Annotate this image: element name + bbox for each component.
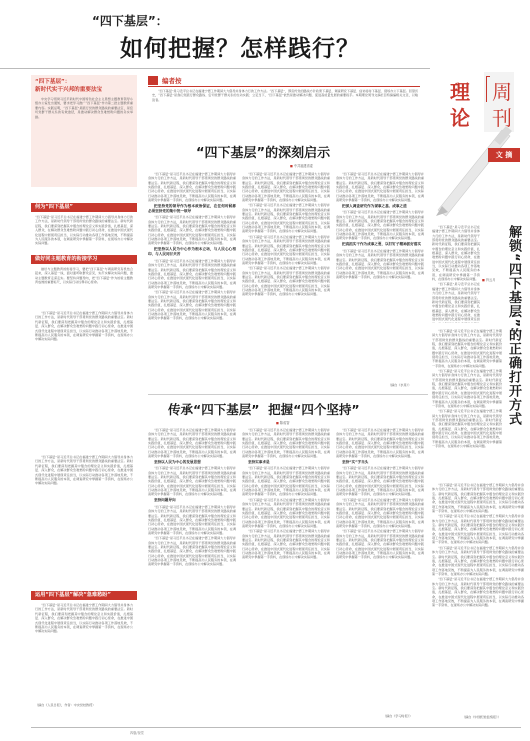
sidebar-top-box (31, 75, 137, 187)
editor-note-label: 编者按 (162, 77, 182, 85)
sidebar-bar-1: 何为“四下基层” (31, 203, 137, 212)
article-1-para: “四下基层”是习近平总书记在福建宁德工作期间大力倡导并身体力行的工作方法，是新时代领导干部贯彻党的群众路线的重要法宝。新时代新征程，我们要深刻把握其中蕴含的理论意义和实践价值，扎根基层、深入群众，在解决群众急难愁盼问题中践行初心使命，在推进中国式现代化进程中展现责任担当，以实际行动推动各项工作落地见效，不断提高为人民服务的本领，在调查研究中掌握第一手资料，在现场办公中解决实际问题。 (336, 248, 424, 279)
article-1-col-1 (148, 172, 236, 387)
sidebar-text-2b: “四下基层”是习近平总书记在福建宁德工作期间大力倡导并身体力行的工作方法，是新时代领导干部贯彻党的群众路线的重要法宝。新时代新征程，我们要深刻把握其中蕴含的理论意义和实践价值，扎根基层、深入群众，在解决群众急难愁盼问题中践行初心使命，在推进中国式现代化进程中展现责任担当，以实际行动推动各项工作落地见效，不断提高为人民服务的本领，在调查研究中掌握第一手资料，在现场办公中解决实际问题。 (35, 311, 133, 342)
article-1-col-2 (242, 172, 330, 387)
sidebar-source: （摘自《人民日报》，作者：中央党校教授） (35, 703, 96, 707)
article-1-para: “四下基层”是习近平总书记在福建宁德工作期间大力倡导并身体力行的工作方法，是新时代领导干部贯彻党的群众路线的重要法宝。新时代新征程，我们要深刻把握其中蕴含的理论意义和实践价值，扎根基层、深入群众，在解决群众急难愁盼问题中践行初心使命，在推进中国式现代化进程中展现责任担当，以实际行动推动各项工作落地见效，不断提高为人民服务的本领，在调查研究中掌握第一手资料，在现场办公中解决实际问题。 (242, 266, 330, 297)
article-1-para: “四下基层”是习近平总书记在福建宁德工作期间大力倡导并身体力行的工作方法，是新时代领导干部贯彻党的群众路线的重要法宝。新时代新征程，我们要深刻把握其中蕴含的理论意义和实践价值，扎根基层、深入群众，在解决群众急难愁盼问题中践行初心使命，在推进中国式现代化进程中展现责任担当，以实际行动推动各项工作落地见效，不断提高为人民服务的本领，在调查研究中掌握第一手资料，在现场办公中解决实际问题。 (148, 258, 236, 289)
article-2-para: “四下基层”是习近平总书记在福建宁德工作期间大力倡导并身体力行的工作方法，是新时代领导干部贯彻党的群众路线的重要法宝。新时代新征程，我们要深刻把握其中蕴含的理论意义和实践价值，扎根基层、深入群众，在解决群众急难愁盼问题中践行初心使命，在推进中国式现代化进程中展现责任担当，以实际行动推动各项工作落地见效，不断提高为人民服务的本领，在调查研究中掌握第一手资料，在现场办公中解决实际问题。 (336, 428, 424, 459)
page-header (0, 0, 530, 76)
article-2-subhead-1: 坚持以人民为中心的发展思想 (154, 459, 201, 464)
masthead-char-zhou: 周 (492, 80, 512, 104)
right-column-byline: ■ 肖云月 (482, 277, 495, 282)
section-divider (148, 394, 428, 395)
article-2-title: 传承“四下基层” 把握“四个坚持” (168, 402, 360, 417)
right-column-headline: 解锁“四下基层”的正确打开方式 (506, 225, 521, 427)
article-1-para: “四下基层”是习近平总书记在福建宁德工作期间大力倡导并身体力行的工作方法，是新时代领导干部贯彻党的群众路线的重要法宝。新时代新征程，我们要深刻把握其中蕴含的理论意义和实践价值，扎根基层、深入群众，在解决群众急难愁盼问题中践行初心使命，在推进中国式现代化进程中展现责任担当，以实际行动推动各项工作落地见效，不断提高为人民服务的本领，在调查研究中掌握第一手资料，在现场办公中解决实际问题。 (148, 172, 236, 203)
article-2-col-3 (336, 428, 424, 718)
article-1-subhead-3: 把深入调查研究作为谋事之基、成事之道 (342, 203, 407, 208)
sidebar-text-3: “四下基层”是习近平总书记在福建宁德工作期间大力倡导并身体力行的工作方法，是新时代领导干部贯彻党的群众路线的重要法宝。新时代新征程，我们要深刻把握其中蕴含的理论意义和实践价值，扎根基层、深入群众，在解决群众急难愁盼问题中践行初心使命，在推进中国式现代化进程中展现责任担当，以实际行动推动各项工作落地见效，不断提高为人民服务的本领，在调查研究中掌握第一手资料，在现场办公中解决实际问题。 (35, 603, 133, 634)
sidebar-bar-3: 运用“四下基层”解决“急难愁盼” (31, 591, 137, 600)
article-2-para: “四下基层”是习近平总书记在福建宁德工作期间大力倡导并身体力行的工作方法，是新时代领导干部贯彻党的群众路线的重要法宝。新时代新征程，我们要深刻把握其中蕴含的理论意义和实践价值，扎根基层、深入群众，在解决群众急难愁盼问题中践行初心使命，在推进中国式现代化进程中展现责任担当，以实际行动推动各项工作落地见效，不断提高为人民服务的本领，在调查研究中掌握第一手资料，在现场办公中解决实际问题。 (242, 497, 330, 528)
right-col-para: “四下基层”是习近平总书记在福建宁德工作期间大力倡导并身体力行的工作方法，是新时代领导干部贯彻党的群众路线的重要法宝。新时代新征程，我们要深刻把握其中蕴含的理论意义和实践价值，扎根基层、深入群众，在解决群众急难愁盼问题中践行初心使命，在推进中国式现代化进程中展现责任担当，以实际行动推动各项工作落地见效，不断提高为人民服务的本领，在调查研究中掌握第一手资料，在现场办公中解决实际问题。 (432, 409, 502, 448)
footer-page-label: 四版/视觉 (130, 731, 144, 735)
article-1 (148, 140, 428, 390)
article-1-para: “四下基层”是习近平总书记在福建宁德工作期间大力倡导并身体力行的工作方法，是新时代领导干部贯彻党的群众路线的重要法宝。新时代新征程，我们要深刻把握其中蕴含的理论意义和实践价值，扎根基层、深入群众，在解决群众急难愁盼问题中践行初心使命，在推进中国式现代化进程中展现责任担当，以实际行动推动各项工作落地见效，不断提高为人民服务的本领，在调查研究中掌握第一手资料，在现场办公中解决实际问题。 (242, 172, 330, 203)
article-2-subhead-4: 坚持“实”字当头 (342, 459, 369, 464)
article-1-subhead-4: 把真抓实干作为成事之要，以钉钉子精神抓好落实 (342, 242, 422, 247)
article-2-col-1 (148, 428, 236, 718)
right-col-para: “四下基层”是习近平总书记在福建宁德工作期间大力倡导并身体力行的工作方法，是新时代领导干部贯彻党的群众路线的重要法宝。新时代新征程，我们要深刻把握其中蕴含的理论意义和实践价值，扎根基层、深入群众，在解决群众急难愁盼问题中践行初心使命，在推进中国式现代化进程中展现责任担当，以实际行动推动各项工作落地见效，不断提高为人民服务的本领，在调查研究中掌握第一手资料，在现场办公中解决实际问题。 (432, 545, 524, 576)
right-col-para: “四下基层”是习近平总书记在福建宁德工作期间大力倡导并身体力行的工作方法，是新时代领导干部贯彻党的群众路线的重要法宝。新时代新征程，我们要深刻把握其中蕴含的理论意义和实践价值，扎根基层、深入群众，在解决群众急难愁盼问题中践行初心使命，在推进中国式现代化进程中展现责任担当，以实际行动推动各项工作落地见效，不断提高为人民服务的本领，在调查研究中掌握第一手资料，在现场办公中解决实际问题。 (432, 514, 524, 545)
right-col-para: “四下基层”是习近平总书记在福建宁德工作期间大力倡导并身体力行的工作方法，是新时代领导干部贯彻党的群众路线的重要法宝。新时代新征程，我们要深刻把握其中蕴含的理论意义和实践价值，扎根基层、深入群众，在解决群众急难愁盼问题中践行初心使命，在推进中国式现代化进程中展现责任担当，以实际行动推动各项工作落地见效，不断提高为人民服务的本领，在调查研究中掌握第一手资料，在现场办公中解决实际问题。 (432, 329, 502, 368)
article-1-source: （摘自《求是》） (388, 383, 412, 387)
sidebar-text-2c: “四下基层”是习近平总书记在福建宁德工作期间大力倡导并身体力行的工作方法，是新时代领导干部贯彻党的群众路线的重要法宝。新时代新征程，我们要深刻把握其中蕴含的理论意义和实践价值，扎根基层、深入群众，在解决群众急难愁盼问题中践行初心使命，在推进中国式现代化进程中展现责任担当，以实际行动推动各项工作落地见效，不断提高为人民服务的本领，在调查研究中掌握第一手资料，在现场办公中解决实际问题。 (35, 455, 133, 486)
article-2-para: “四下基层”是习近平总书记在福建宁德工作期间大力倡导并身体力行的工作方法，是新时代领导干部贯彻党的群众路线的重要法宝。新时代新征程，我们要深刻把握其中蕴含的理论意义和实践价值，扎根基层、深入群众，在解决群众急难愁盼问题中践行初心使命，在推进中国式现代化进程中展现责任担当，以实际行动推动各项工作落地见效，不断提高为人民服务的本领，在调查研究中掌握第一手资料，在现场办公中解决实际问题。 (148, 428, 236, 459)
editor-note (148, 76, 420, 134)
masthead-char-li: 理 (450, 80, 470, 104)
right-column (432, 225, 524, 725)
footer-rule (31, 727, 521, 728)
article-1-para: “四下基层”是习近平总书记在福建宁德工作期间大力倡导并身体力行的工作方法，是新时代领导干部贯彻党的群众路线的重要法宝。新时代新征程，我们要深刻把握其中蕴含的理论意义和实践价值，扎根基层、深入群众，在解决群众急难愁盼问题中践行初心使命，在推进中国式现代化进程中展现责任担当，以实际行动推动各项工作落地见效，不断提高为人民服务的本领，在调查研究中掌握第一手资料，在现场办公中解决实际问题。 (336, 172, 424, 203)
masthead-char-lun: 论 (450, 106, 470, 130)
right-col-para: “四下基层”是习近平总书记在福建宁德工作期间大力倡导并身体力行的工作方法，是新时代领导干部贯彻党的群众路线的重要法宝。新时代新征程，我们要深刻把握其中蕴含的理论意义和实践价值，扎根基层、深入群众，在解决群众急难愁盼问题中践行初心使命，在推进中国式现代化进程中展现责任担当，以实际行动推动各项工作落地见效，不断提高为人民服务的本领，在调查研究中掌握第一手资料，在现场办公中解决实际问题。 (432, 225, 480, 282)
right-col-para: “四下基层”是习近平总书记在福建宁德工作期间大力倡导并身体力行的工作方法，是新时代领导干部贯彻党的群众路线的重要法宝。新时代新征程，我们要深刻把握其中蕴含的理论意义和实践价值，扎根基层、深入群众，在解决群众急难愁盼问题中践行初心使命，在推进中国式现代化进程中展现责任担当，以实际行动推动各项工作落地见效，不断提高为人民服务的本领，在调查研究中掌握第一手资料，在现场办公中解决实际问题。 (432, 369, 502, 408)
article-1-para: “四下基层”是习近平总书记在福建宁德工作期间大力倡导并身体力行的工作方法，是新时代领导干部贯彻党的群众路线的重要法宝。新时代新征程，我们要深刻把握其中蕴含的理论意义和实践价值，扎根基层、深入群众，在解决群众急难愁盼问题中践行初心使命，在推进中国式现代化进程中展现责任担当，以实际行动推动各项工作落地见效，不断提高为人民服务的本领，在调查研究中掌握第一手资料，在现场办公中解决实际问题。 (148, 290, 236, 321)
article-2-para: “四下基层”是习近平总书记在福建宁德工作期间大力倡导并身体力行的工作方法，是新时代领导干部贯彻党的群众路线的重要法宝。新时代新征程，我们要深刻把握其中蕴含的理论意义和实践价值，扎根基层、深入群众，在解决群众急难愁盼问题中践行初心使命，在推进中国式现代化进程中展现责任担当，以实际行动推动各项工作落地见效，不断提高为人民服务的本领，在调查研究中掌握第一手资料，在现场办公中解决实际问题。 (336, 529, 424, 560)
article-2-para: “四下基层”是习近平总书记在福建宁德工作期间大力倡导并身体力行的工作方法，是新时代领导干部贯彻党的群众路线的重要法宝。新时代新征程，我们要深刻把握其中蕴含的理论意义和实践价值，扎根基层、深入群众，在解决群众急难愁盼问题中践行初心使命，在推进中国式现代化进程中展现责任担当，以实际行动推动各项工作落地见效，不断提高为人民服务的本领，在调查研究中掌握第一手资料，在现场办公中解决实际问题。 (148, 466, 236, 497)
article-2-para: “四下基层”是习近平总书记在福建宁德工作期间大力倡导并身体力行的工作方法，是新时代领导干部贯彻党的群众路线的重要法宝。新时代新征程，我们要深刻把握其中蕴含的理论意义和实践价值，扎根基层、深入群众，在解决群众急难愁盼问题中践行初心使命，在推进中国式现代化进程中展现责任担当，以实际行动推动各项工作落地见效，不断提高为人民服务的本领，在调查研究中掌握第一手资料，在现场办公中解决实际问题。 (148, 504, 236, 535)
article-2-para: “四下基层”是习近平总书记在福建宁德工作期间大力倡导并身体力行的工作方法，是新时代领导干部贯彻党的群众路线的重要法宝。新时代新征程，我们要深刻把握其中蕴含的理论意义和实践价值，扎根基层、深入群众，在解决群众急难愁盼问题中践行初心使命，在推进中国式现代化进程中展现责任担当，以实际行动推动各项工作落地见效，不断提高为人民服务的本领，在调查研究中掌握第一手资料，在现场办公中解决实际问题。 (336, 497, 424, 528)
article-2-source: （摘自《学习时报》） (383, 714, 413, 718)
right-col-para: “四下基层”是习近平总书记在福建宁德工作期间大力倡导并身体力行的工作方法，是新时代领导干部贯彻党的群众路线的重要法宝。新时代新征程，我们要深刻把握其中蕴含的理论意义和实践价值，扎根基层、深入群众，在解决群众急难愁盼问题中践行初心使命，在推进中国式现代化进程中展现责任担当，以实际行动推动各项工作落地见效，不断提高为人民服务的本领，在调查研究中掌握第一手资料，在现场办公中解决实际问题。 (432, 483, 524, 514)
sidebar-text-1: “四下基层”是习近平总书记在福建宁德工作期间大力倡导并身体力行的工作方法，是新时代领导干部贯彻党的群众路线的重要法宝。新时代新征程，我们要深刻把握其中蕴含的理论意义和实践价值，扎根基层、深入群众，在解决群众急难愁盼问题中践行初心使命，在推进中国式现代化进程中展现责任担当，以实际行动推动各项工作落地见效，不断提高为人民服务的本领，在调查研究中掌握第一手资料，在现场办公中解决实际问题。 (35, 215, 133, 246)
editor-note-icon (148, 76, 158, 85)
masthead (432, 70, 522, 220)
right-col-text-1 (432, 225, 480, 323)
right-column-source: （摘自《中国纪检监察报》） (462, 715, 501, 719)
right-col-text-2 (432, 329, 502, 479)
article-1-title: “四下基层”的深刻启示 (196, 146, 331, 161)
masthead-section-label: 文 摘 (488, 148, 520, 162)
article-2-para: “四下基层”是习近平总书记在福建宁德工作期间大力倡导并身体力行的工作方法，是新时代领导干部贯彻党的群众路线的重要法宝。新时代新征程，我们要深刻把握其中蕴含的理论意义和实践价值，扎根基层、深入群众，在解决群众急难愁盼问题中践行初心使命，在推进中国式现代化进程中展现责任担当，以实际行动推动各项工作落地见效，不断提高为人民服务的本领，在调查研究中掌握第一手资料，在现场办公中解决实际问题。 (336, 466, 424, 497)
right-col-text-3 (432, 483, 524, 715)
article-1-byline: ■ 中共福建省委 (290, 163, 313, 168)
page-headline: 如何把握？怎样践行？ (120, 36, 360, 62)
sidebar-bar-2: 做好同主题教育的衔接学习 (31, 255, 137, 264)
editor-note-text: “四下基层”是习近平总书记在福建宁德工作期间大力倡导并身体力行的工作方法。“四下基层”，即宣传党的路线方针政策下基层、调查研究下基层、信访接待下基层、现场办公下基层。回望历史，“四下基层”是我们党践行群众路线、密切党群干群关系的生动实践；立足当下，“四下基层”依然是推动解决问题、促进高质量发展的重要抓手。本期理论周刊文摘栏目特摘编相关文章，以飨读者。 (152, 89, 418, 102)
article-2-byline: ■ 陈成智 (276, 420, 289, 425)
right-col-para: “四下基层”是习近平总书记在福建宁德工作期间大力倡导并身体力行的工作方法，是新时代领导干部贯彻党的群众路线的重要法宝。新时代新征程，我们要深刻把握其中蕴含的理论意义和实践价值，扎根基层、深入群众，在解决群众急难愁盼问题中践行初心使命，在推进中国式现代化进程中展现责任担 (432, 282, 480, 322)
article-1-subhead-2: 把坚持以人民为中心作为根本立场，与人民心心相印、与人民同甘共苦 (148, 247, 236, 257)
article-2-para: “四下基层”是习近平总书记在福建宁德工作期间大力倡导并身体力行的工作方法，是新时代领导干部贯彻党的群众路线的重要法宝。新时代新征程，我们要深刻把握其中蕴含的理论意义和实践价值，扎根基层、深入群众，在解决群众急难愁盼问题中践行初心使命，在推进中国式现代化进程中展现责任担当，以实际行动推动各项工作落地见效，不断提高为人民服务的本领，在调查研究中掌握第一手资料，在现场办公中解决实际问题。 (242, 529, 330, 560)
article-2-col-2 (242, 428, 330, 718)
header-kicker: “四下基层”： (92, 14, 168, 28)
article-2-para: “四下基层”是习近平总书记在福建宁德工作期间大力倡导并身体力行的工作方法，是新时代领导干部贯彻党的群众路线的重要法宝。新时代新征程，我们要深刻把握其中蕴含的理论意义和实践价值，扎根基层、深入群众，在解决群众急难愁盼问题中践行初心使命，在推进中国式现代化进程中展现责任担当，以实际行动推动各项工作落地见效，不断提高为人民服务的本领，在调查研究中掌握第一手资料，在现场办公中解决实际问题。 (242, 466, 330, 497)
article-2-subhead-2: 坚持问题导向 (154, 498, 176, 503)
article-1-para: “四下基层”是习近平总书记在福建宁德工作期间大力倡导并身体力行的工作方法，是新时代领导干部贯彻党的群众路线的重要法宝。新时代新征程，我们要深刻把握其中蕴含的理论意义和实践价值，扎根基层、深入群众，在解决群众急难愁盼问题中践行初心使命，在推进中国式现代化进程中展现责任担当，以实际行动推动各项工作落地见效，不断提高为人民服务的本领，在调查研究中掌握第一手资料，在现场办公中解决实际问题。 (242, 203, 330, 234)
masthead-bracket (486, 76, 490, 102)
left-sidebar (31, 75, 137, 725)
article-1-para: “四下基层”是习近平总书记在福建宁德工作期间大力倡导并身体力行的工作方法，是新时代领导干部贯彻党的群众路线的重要法宝。新时代新征程，我们要深刻把握其中蕴含的理论意义和实践价值，扎根基层、深入群众，在解决群众急难愁盼问题中践行初心使命，在推进中国式现代化进程中展现责任担当，以实际行动推动各项工作落地见效，不断提高为人民服务的本领，在调查研究中掌握第一手资料，在现场办公中解决实际问题。 (336, 210, 424, 241)
sidebar-text-2: 做好与主题教育的衔接学习，要把“四下基层”与调查研究有机结合起来，深入基层一线，面对面听取群众意见，实打实解决实际问题，推动主题教育走深走实。要坚持问题导向，把“四下基层”作为检验主题教育成效的重要标尺，以实际行动诠释初心使命。 (35, 267, 133, 285)
article-1-subhead-1: 把坚持党的领导作为根本政治保证，在任何时候都必须坚持党的集中统一领导 (148, 203, 236, 213)
article-1-para: “四下基层”是习近平总书记在福建宁德工作期间大力倡导并身体力行的工作方法，是新时代领导干部贯彻党的群众路线的重要法宝。新时代新征程，我们要深刻把握其中蕴含的理论意义和实践价值，扎根基层、深入群众，在解决群众急难愁盼问题中践行初心使命，在推进中国式现代化进程中展现责任担当，以实际行动推动各项工作落地见效，不断提高为人民服务的本领，在调查研究中掌握第一手资料，在现场办公中解决实际问题。 (242, 234, 330, 265)
right-col-para: “四下基层”是习近平总书记在福建宁德工作期间大力倡导并身体力行的工作方法，是新时代领导干部贯彻党的群众路线的重要法宝。新时代新征程，我们要深刻把握其中蕴含的理论意义和实践价值，扎根基层、深入群众，在解决群众急难愁盼问题中践行初心使命，在推进中国式现代化进程中展现责任担当，以实际行动推动各项工作落地见效，不断提高为人民服务的本领，在调查研究中掌握第一手资料，在现场办公中解决实际问题。 (432, 577, 524, 608)
article-2 (148, 398, 428, 723)
article-2-subhead-3: 坚持实事求是 (248, 459, 270, 464)
article-2-para: “四下基层”是习近平总书记在福建宁德工作期间大力倡导并身体力行的工作方法，是新时代领导干部贯彻党的群众路线的重要法宝。新时代新征程，我们要深刻把握其中蕴含的理论意义和实践价值，扎根基层、深入群众，在解决群众急难愁盼问题中践行初心使命，在推进中国式现代化进程中展现责任担当，以实际行动推动各项工作落地见效，不断提高为人民服务的本领，在调查研究中掌握第一手资料，在现场办公中解决实际问题。 (242, 428, 330, 459)
article-1-para: “四下基层”是习近平总书记在福建宁德工作期间大力倡导并身体力行的工作方法，是新时代领导干部贯彻党的群众路线的重要法宝。新时代新征程，我们要深刻把握其中蕴含的理论意义和实践价值，扎根基层、深入群众，在解决群众急难愁盼问题中践行初心使命，在推进中国式现代化进程中展现责任担当，以实际行动推动各项工作落地见效，不断提高为人民服务的本领，在调查研究中掌握第一手资料，在现场办公中解决实际问题。 (148, 215, 236, 246)
article-2-para: “四下基层”是习近平总书记在福建宁德工作期间大力倡导并身体力行的工作方法，是新时代领导干部贯彻党的群众路线的重要法宝。新时代新征程，我们要深刻把握其中蕴含的理论意义和实践价值，扎根基层、深入群众，在解决群众急难愁盼问题中践行初心使命，在推进中国式现代化进程中展现责任担当，以实际行动推动各项工作落地见效，不断提高为人民服务的本领，在调查研究中掌握第一手资料，在现场办公中解决实际问题。 (148, 536, 236, 567)
sidebar-intro: 中央学习贯彻习近平新时代中国特色社会主义思想主题教育领导小组办公室发出通知，要求把学习推广“四下基层”作为第二批主题教育重要内容。实践证明，“四下基层”是践行党的群众路线的重要法宝，是密切党群干群关系的有效途径，是推动解决群众急难愁盼问题的务实举措。 (35, 97, 133, 119)
editor-note-rule (148, 86, 420, 87)
article-1-col-3 (336, 172, 424, 387)
header-divider (0, 68, 430, 69)
sidebar-title: “四下基层”： 新时代实干兴邦的重要法宝 (35, 79, 103, 93)
masthead-char-kan: 刊 (492, 106, 512, 130)
